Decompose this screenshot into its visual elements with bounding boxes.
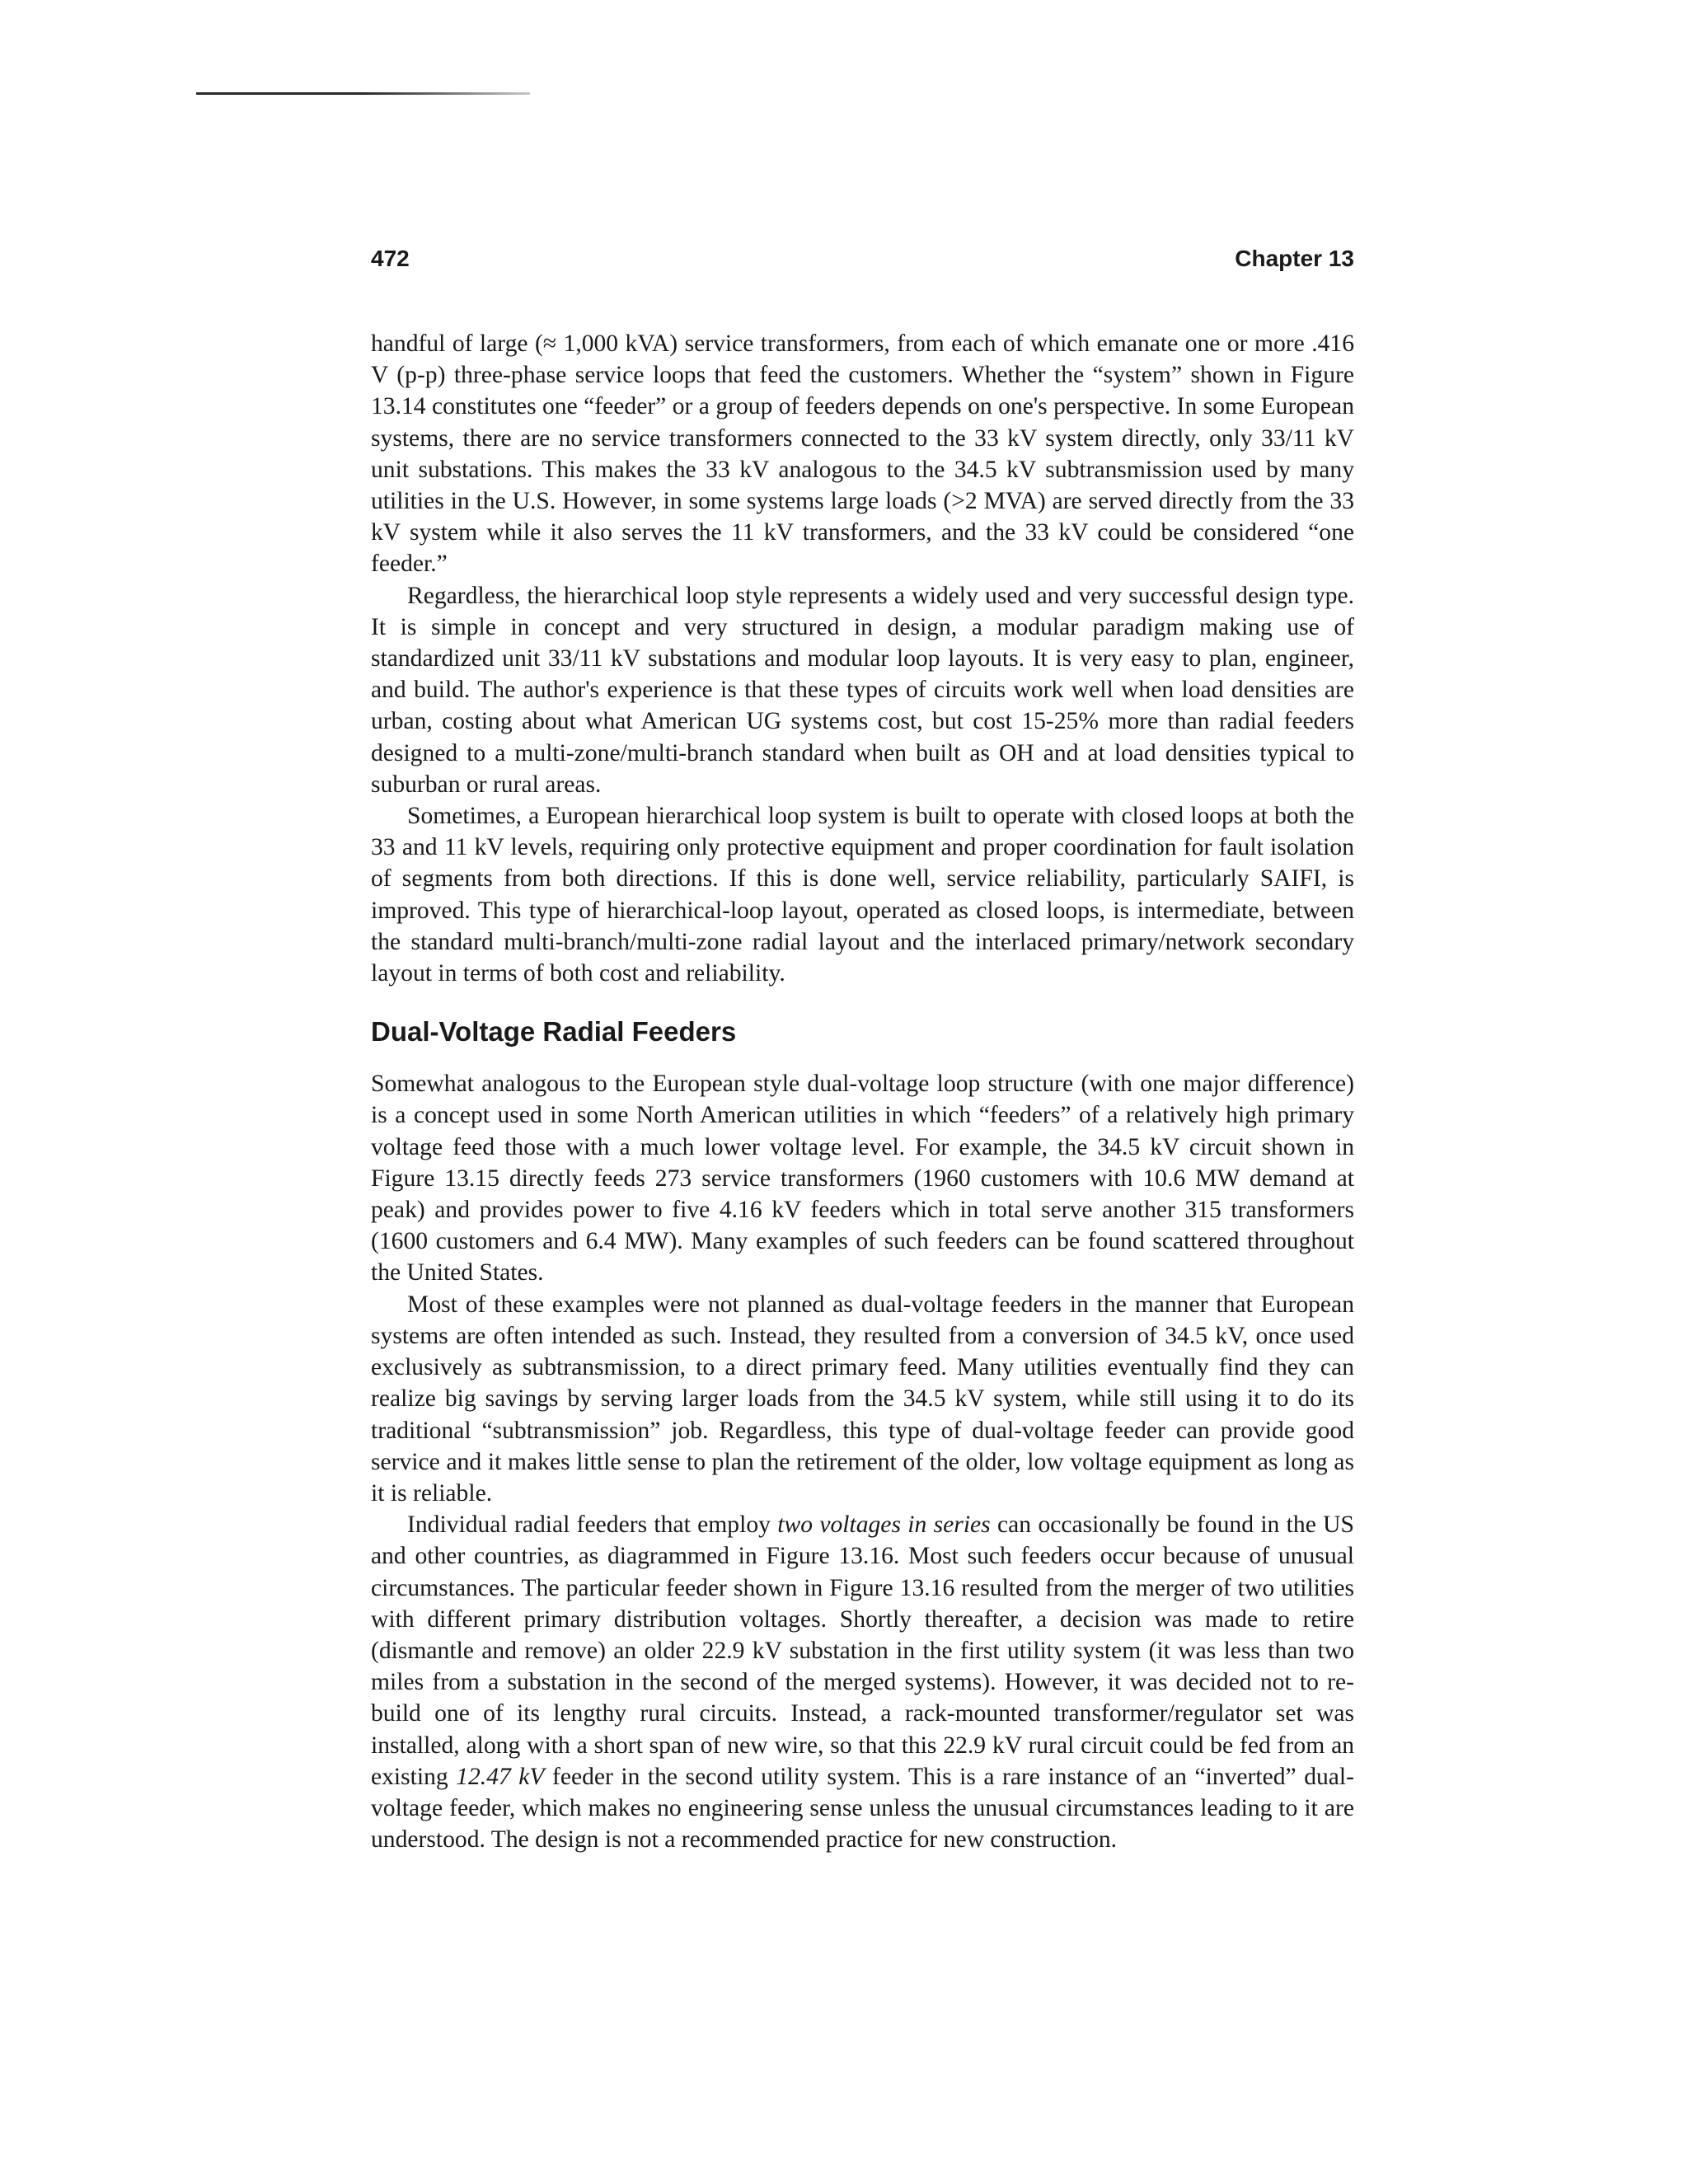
body-paragraph: Regardless, the hierarchical loop style represents a widely used and very successful design type. It is simple in concept and very structured in design, a modular paradigm making use of standardized unit 33/11 kV substations and modular loop layouts. It is very easy to plan, engineer, and build. The author's experience is that these types of circuits work well when load densities are urban, costing about what American UG systems cost, but cost 15-25% more than radial feeders designed to a multi-zone/multi-branch standard when built as OH and at load densities typical to suburban or rural areas. bbox=[371, 582, 1354, 798]
italic-phrase: 12.47 kV bbox=[456, 1763, 545, 1790]
page-header bbox=[371, 246, 1354, 279]
italic-phrase: two voltages in series bbox=[777, 1511, 991, 1539]
text-run: can occasionally be found in the US and other countries, as diagrammed in Figure 13.16. Most such feeders occur because of unusual circumstances. The particular feeder shown in Figure 13.16 resulted from the merger of two utilities with different primary distribution voltages. Shortly thereafter, a decision was made to retire (dismantle and remove) an older 22.9 kV substation in the first utility system (it was less than two miles from a substation in the second of the merged systems). However, it was decided not to re-build one of its lengthy rural circuits. Instead, a rack-mounted transformer/regulator set was installed, along with a short span of new wire, so that this 22.9 kV rural circuit could be fed from an existing bbox=[371, 1511, 1354, 1790]
top-rule bbox=[196, 92, 530, 95]
body-paragraph: Most of these examples were not planned as dual-voltage feeders in the manner that European systems are often intended as such. Instead, they resulted from a conversion of 34.5 kV, once used exclusively as subtransmission, to a direct primary feed. Many utilities eventually find they can realize big savings by serving larger loads from the 34.5 kV system, while still using it to do its traditional “subtransmission” job. Regardless, this type of dual-voltage feeder can provide good service and it makes little sense to plan the retirement of the older, low voltage equipment as long as it is reliable. bbox=[371, 1291, 1354, 1507]
text-run: feeder in the second utility system. This is a rare instance of an “inverted” dual-voltage feeder, which makes no engineering sense unless the unusual circumstances leading to it are understood. The design is not a recommended practice for new construction. bbox=[371, 1763, 1354, 1854]
body-paragraph: handful of large (≈ 1,000 kVA) service transformers, from each of which emanate one or more .416 V (p-p) three-phase service loops that feed the customers. Whether the “system” shown in Figure 13.14 constitutes one “feeder” or a group of feeders depends on one's perspective. In some European systems, there are no service transformers connected to the 33 kV system directly, only 33/11 kV unit substations. This makes the 33 kV analogous to the 34.5 kV subtransmission used by many utilities in the U.S. However, in some systems large loads (>2 MVA) are served directly from the 33 kV system while it also serves the 11 kV transformers, and the 33 kV could be considered “one feeder.” bbox=[371, 330, 1354, 578]
body-paragraph bbox=[371, 1509, 1354, 1855]
page-number: 472 bbox=[371, 246, 410, 271]
section-heading: Dual-Voltage Radial Feeders bbox=[371, 1016, 737, 1047]
chapter-title: Chapter 13 bbox=[1235, 246, 1354, 271]
body-paragraph: Somewhat analogous to the European style dual-voltage loop structure (with one major difference) is a concept used in some North American utilities in which “feeders” of a relatively high primary voltage feed those with a much lower voltage level. For example, the 34.5 kV circuit shown in Figure 13.15 directly feeds 273 service transformers (1960 customers with 10.6 MW demand at peak) and provides power to five 4.16 kV feeders which in total serve another 315 transformers (1600 customers and 6.4 MW). Many examples of such feeders can be found scattered throughout the United States. bbox=[371, 1071, 1354, 1286]
page-body bbox=[371, 328, 1354, 1855]
body-paragraph: Sometimes, a European hierarchical loop system is built to operate with closed loops at both the 33 and 11 kV levels, requiring only protective equipment and proper coordination for fault isolation of segments from both directions. If this is done well, service reliability, particularly SAIFI, is improved. This type of hierarchical-loop layout, operated as closed loops, is intermediate, between the standard multi-branch/multi-zone radial layout and the interlaced primary/network secondary layout in terms of both cost and reliability. bbox=[371, 803, 1354, 987]
text-run: Individual radial feeders that employ bbox=[407, 1511, 778, 1539]
